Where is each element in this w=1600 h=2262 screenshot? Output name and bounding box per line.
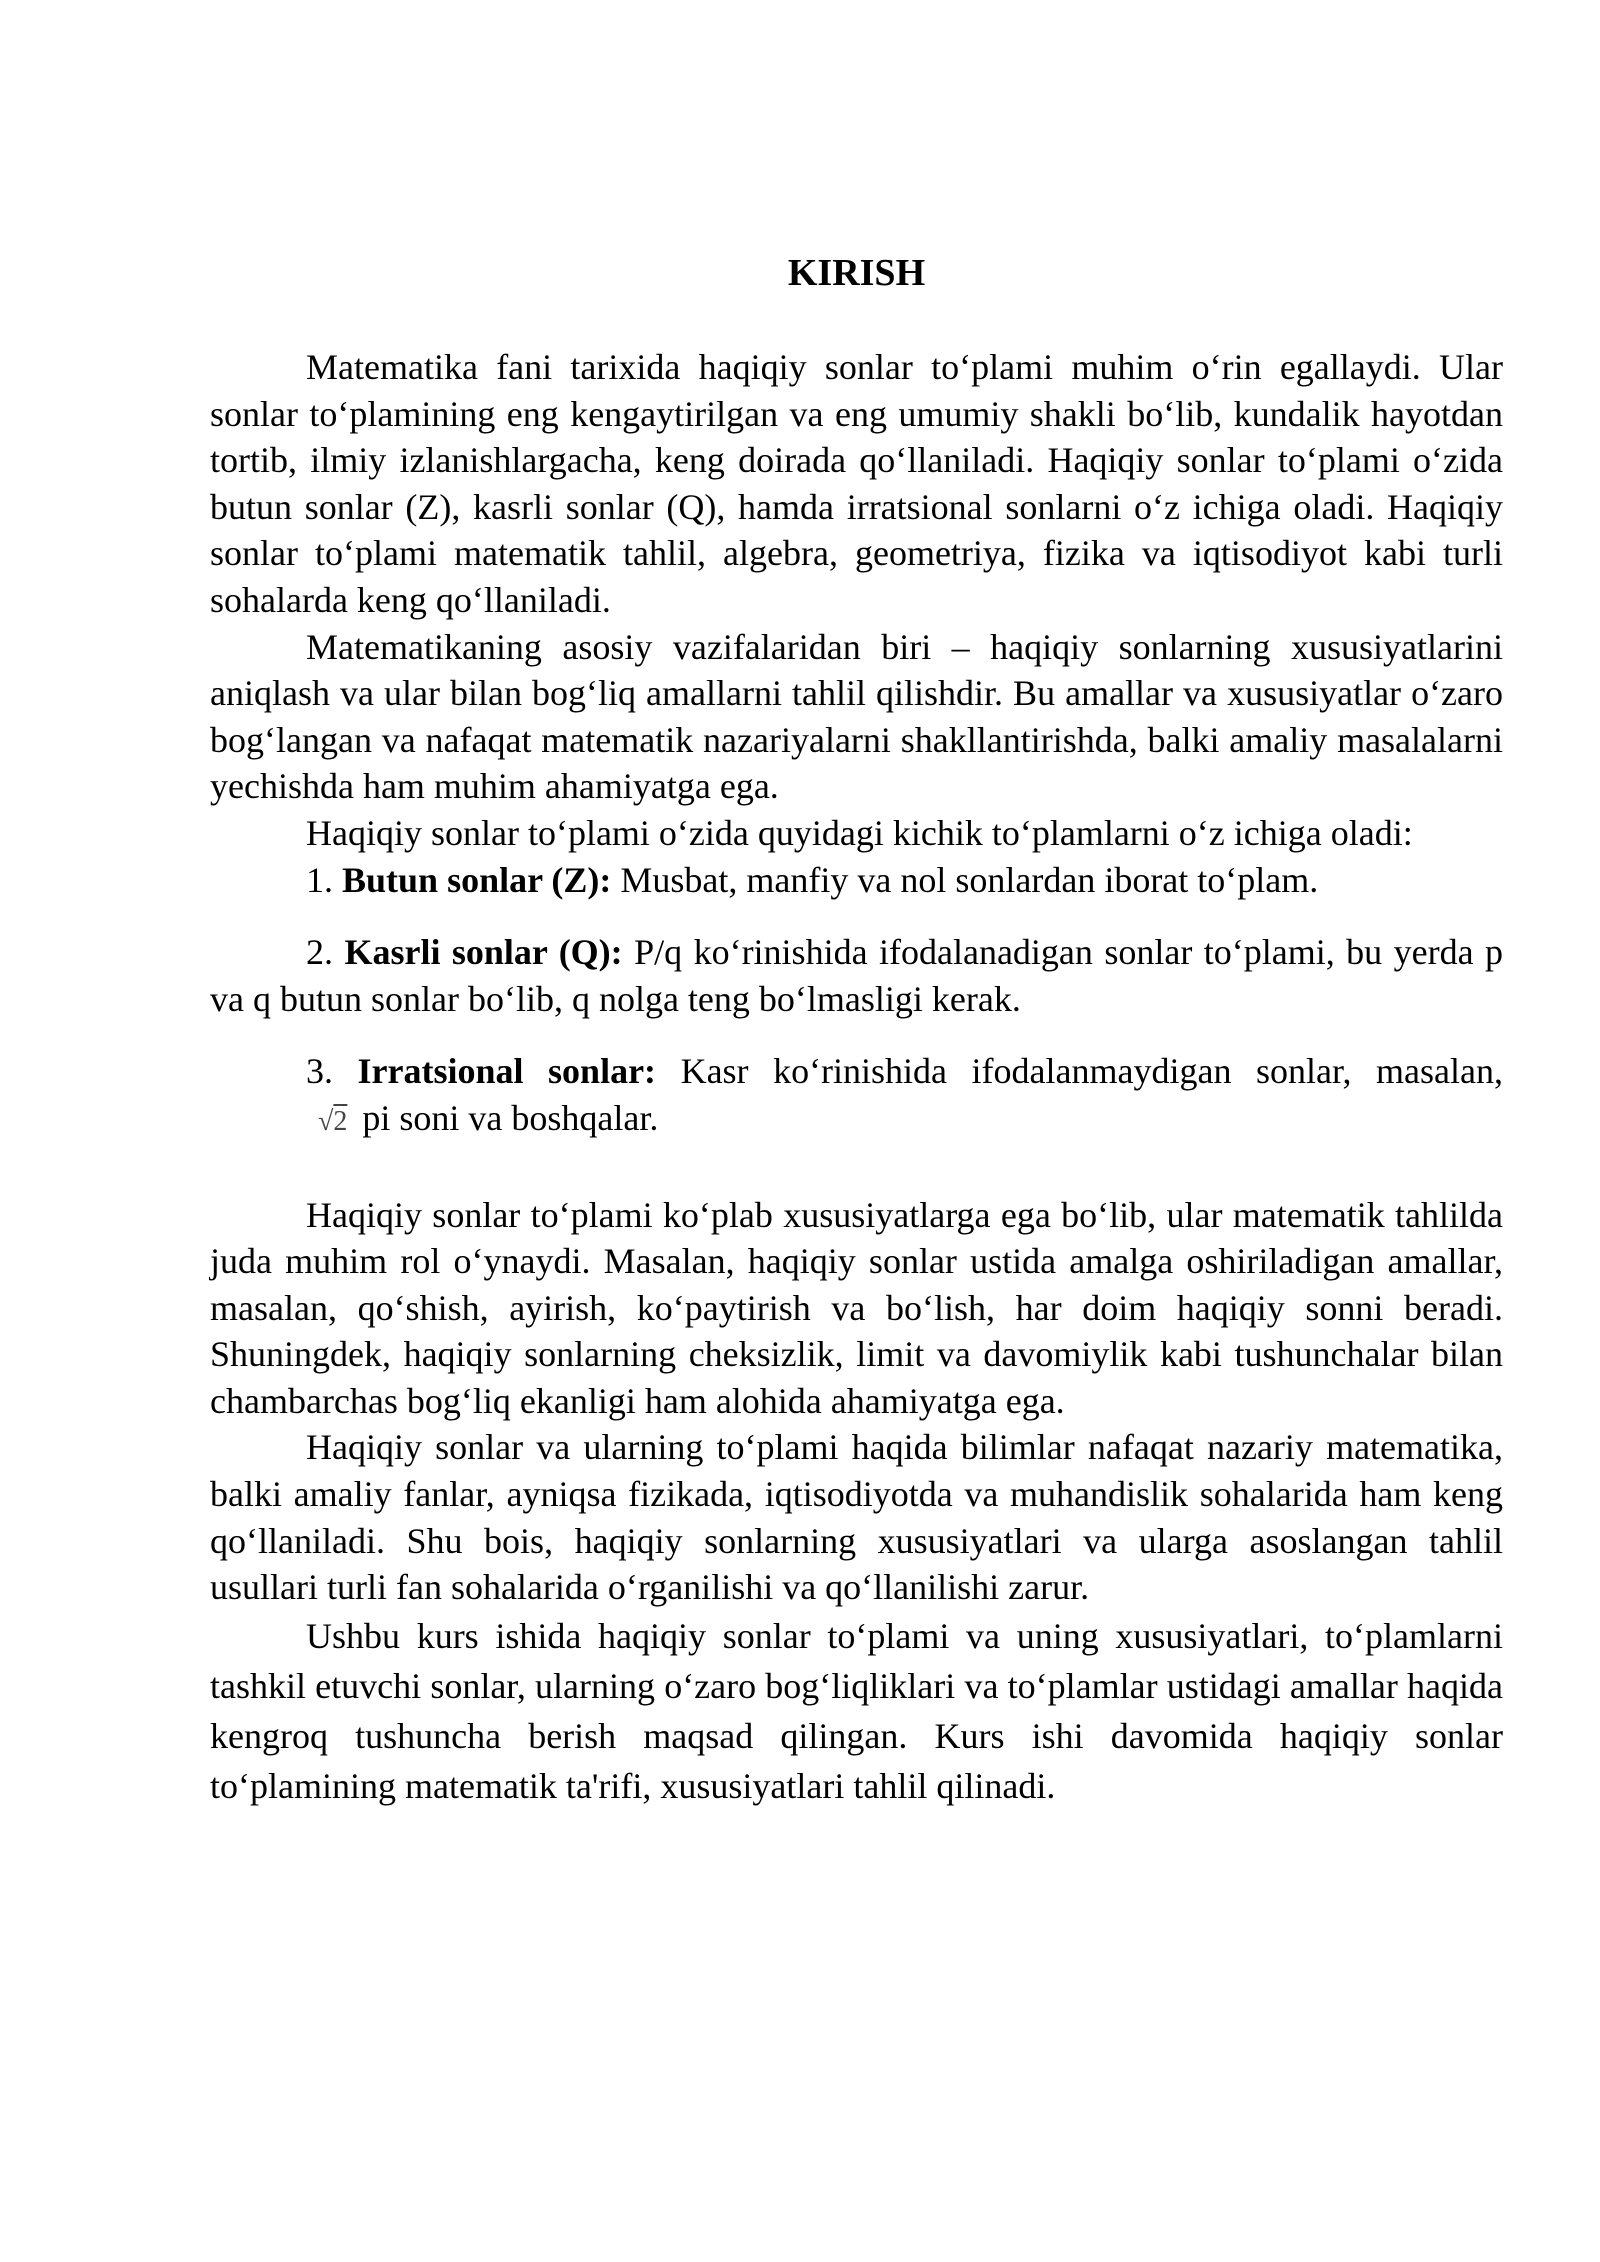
page-title: KIRISH (787, 252, 926, 294)
list-item-irrationals (210, 1048, 1503, 1145)
sqrt-formula (222, 1099, 347, 1146)
list-term: Irratsional sonlar: (357, 1051, 657, 1092)
list-text-after: pi soni va boshqalar. (353, 1097, 659, 1138)
list-item-integers (210, 857, 1503, 904)
paragraph-course-goal: Ushbu kurs ishida haqiqiy sonlar to‘plami va uning xususiyatlari, to‘plamlarni tashkil etuvchi sonlar, ularning o‘zaro bog‘liqliklari va to‘plamlar ustidagi amallar haqida kengroq tushuncha berish maqsad qilingan. Kurs ishi davomida haqiqiy sonlar to‘plamining matematik ta'rifi, xususiyatlari tahlil qilinadi. (210, 1615, 1503, 1806)
paragraph-applications: Haqiqiy sonlar va ularning to‘plami haqida bilimlar nafaqat nazariy matematika, balki amaliy fanlar, ayniqsa fizikada, iqtisodiyotda va muhandislik sohalarida ham keng qo‘llaniladi. Shu bois, haqiqiy sonlarning xususiyatlari va ularga asoslangan tahlil usullari turli fan sohalarida o‘rganilishi va qo‘llanilishi zarur. (210, 1427, 1503, 1608)
paragraph-intro: Matematika fani tarixida haqiqiy sonlar to‘plami muhim o‘rin egallaydi. Ular sonlar to‘plamining eng kengaytirilgan va eng umumiy shakli bo‘lib, kundalik hayotdan tortib, ilmiy izlanishlargacha, keng doirada qo‘llaniladi. Haqiqiy sonlar to‘plami o‘zida butun sonlar (Z), kasrli sonlar (Q), hamda irratsional sonlarni o‘z ichiga oladi. Haqiqiy sonlar to‘plami matematik tahlil, algebra, geometriya, fizika va iqtisodiyot kabi turli sohalarda keng qo‘llaniladi. (210, 347, 1503, 620)
list-item-rationals (210, 929, 1503, 1022)
sqrt-symbol: √ (318, 1105, 334, 1137)
list-text: Kasr ko‘rinishida ifodalanmaydigan sonlar, masalan, (656, 1051, 1504, 1092)
paragraph-properties: Haqiqiy sonlar to‘plami ko‘plab xususiyatlarga ega bo‘lib, ular matematik tahlilda juda muhim rol o‘ynaydi. Masalan, haqiqiy sonlar ustida amalga oshiriladigan amallar, masalan, qo‘shish, ayirish, ko‘paytirish va bo‘lish, har doim haqiqiy sonni beradi. Shuningdek, haqiqiy sonlarning cheksizlik, limit va davomiylik kabi tushunchalar bilan chambarchas bog‘liq ekanligi ham alohida ahamiyatga ega. (210, 1194, 1503, 1421)
list-number: 3. (306, 1051, 333, 1092)
sqrt-argument: 2 (333, 1105, 348, 1137)
list-text: Musbat, manfiy va nol sonlardan iborat to‘plam. (611, 859, 1319, 900)
list-number: 2. (306, 932, 333, 973)
list-term: Butun sonlar (Z): (342, 859, 612, 900)
list-term: Kasrli sonlar (Q): (344, 932, 623, 973)
paragraph-tasks: Matematikaning asosiy vazifalaridan biri – haqiqiy sonlarning xususiyatlarini aniqlash va ular bilan bog‘liq amallarni tahlil qilishdir. Bu amallar va xususiyatlar o‘zaro bog‘langan va nafaqat matematik nazariyalarni shakllantirishda, balki amaliy masalalarni yechishda ham muhim ahamiyatga ega. (210, 626, 1503, 807)
document-body (210, 250, 1503, 1811)
paragraph-subsets: Haqiqiy sonlar to‘plami o‘zida quyidagi kichik to‘plamlarni o‘z ichiga oladi: (306, 812, 1413, 853)
list-text: P/q ko‘rinishida ifodalanadigan sonlar to‘plami, bu yerda p va q butun sonlar bo‘lib, q nolga teng bo‘lmasligi kerak. (210, 932, 1504, 1019)
list-number: 1. (306, 859, 333, 900)
